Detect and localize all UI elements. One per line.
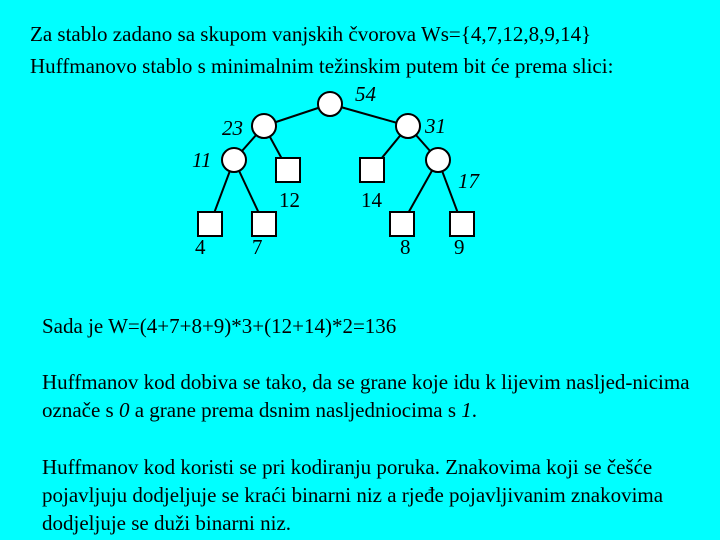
huffman-code-paragraph	[42, 368, 712, 424]
leaf-7	[252, 212, 276, 236]
label-31: 31	[425, 114, 446, 138]
label-4: 4	[195, 235, 206, 259]
label-17: 17	[458, 169, 479, 193]
huffman-usage-paragraph: Huffmanov kod koristi se pri kodiranju poruka. Znakovima koji se češće pojavljuju dodjeljuje se kraći binarni niz a rjeđe pojavljivanim znakovima dodjeljuje se duži binarni niz.	[42, 455, 664, 535]
leaf-14	[360, 158, 384, 182]
node-11	[222, 148, 246, 172]
bit-zero: 0	[118, 398, 130, 422]
label-9: 9	[454, 235, 465, 259]
label-54: 54	[355, 82, 376, 106]
leaf-12	[276, 158, 300, 182]
node-17	[426, 148, 450, 172]
header-line-2: Huffmanovo stablo s minimalnim težinskim putem bit će prema slici:	[30, 54, 614, 78]
paragraph2-text-c: .	[471, 398, 478, 422]
node-31	[396, 114, 420, 138]
bit-one: 1	[461, 398, 472, 422]
paragraph2-text-b: a grane prema dsnim nasljedniocima s	[129, 398, 462, 422]
label-11: 11	[192, 148, 212, 172]
weight-formula: Sada je W=(4+7+8+9)*3+(12+14)*2=136	[42, 314, 397, 338]
paragraph2-text-a: Huffmanov kod dobiva se tako, da se grane koje idu k lijevim nasljed-nicima označe s	[42, 370, 690, 422]
leaf-9	[450, 212, 474, 236]
node-23	[252, 114, 276, 138]
internal-nodes	[222, 92, 450, 172]
leaf-4	[198, 212, 222, 236]
label-14: 14	[361, 188, 382, 212]
header-line-1: Za stablo zadano sa skupom vanjskih čvorova Ws={4,7,12,8,9,14}	[30, 22, 592, 46]
label-8: 8	[400, 235, 411, 259]
label-12: 12	[279, 188, 300, 212]
leaf-8	[390, 212, 414, 236]
label-23: 23	[222, 116, 243, 140]
node-54	[318, 92, 342, 116]
label-7: 7	[252, 235, 263, 259]
